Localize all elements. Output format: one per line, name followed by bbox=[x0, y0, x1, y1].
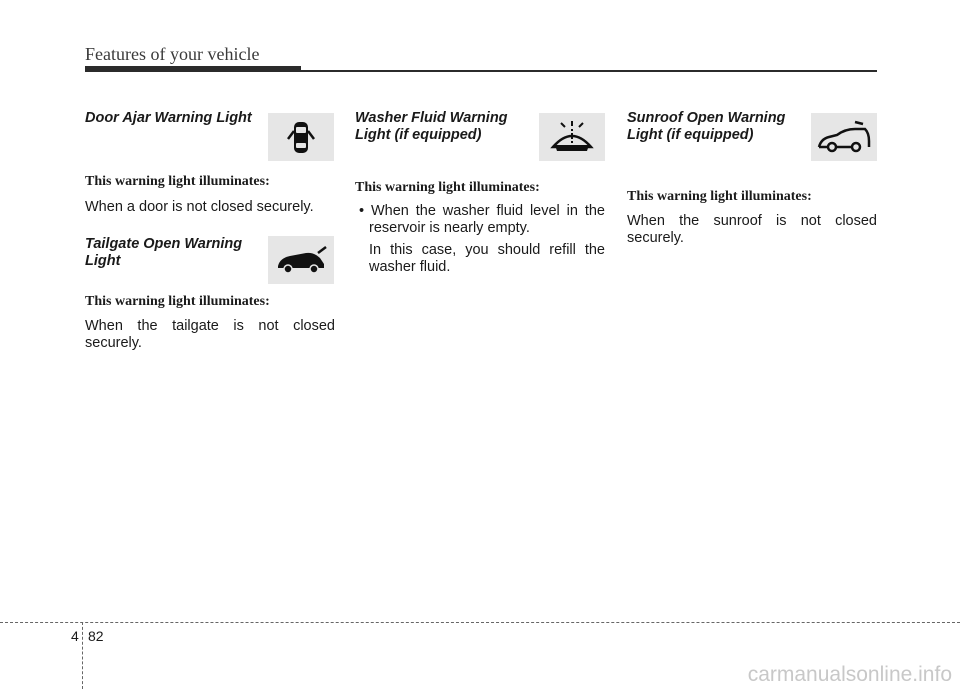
washer-fluid-text: In this case, you should refill the washer fluid. bbox=[369, 242, 605, 275]
footer-divider bbox=[82, 622, 83, 689]
tailgate-text: When the tailgate is not closed securely. bbox=[85, 318, 335, 351]
page-number: 82 bbox=[88, 628, 104, 644]
tailgate-open-icon bbox=[268, 236, 334, 284]
door-ajar-icon bbox=[268, 113, 334, 161]
header-rule bbox=[301, 70, 877, 72]
door-ajar-heading: Door Ajar Warning Light bbox=[85, 110, 252, 126]
chapter-number: 4 bbox=[71, 628, 79, 644]
watermark: carmanualsonline.info bbox=[747, 663, 952, 686]
tailgate-heading-line2: Light bbox=[85, 253, 121, 269]
washer-fluid-bullet: • When the washer fluid level in the reservoir is nearly empty. bbox=[359, 203, 605, 236]
washer-fluid-bullet-text: When the washer fluid level in the reservoir is nearly empty. bbox=[369, 203, 605, 236]
washer-fluid-subheading: This warning light illuminates: bbox=[355, 180, 540, 195]
sunroof-subheading: This warning light illuminates: bbox=[627, 189, 812, 204]
sunroof-open-icon bbox=[811, 113, 877, 161]
washer-fluid-section bbox=[355, 110, 545, 144]
tailgate-subheading: This warning light illuminates: bbox=[85, 294, 270, 309]
tailgate-section bbox=[85, 236, 275, 270]
sunroof-body bbox=[627, 189, 877, 247]
door-ajar-body bbox=[85, 174, 335, 216]
tailgate-body bbox=[85, 294, 335, 352]
door-ajar-text: When a door is not closed securely. bbox=[85, 199, 314, 215]
header-rule-thick bbox=[85, 66, 301, 72]
door-ajar-subheading: This warning light illuminates: bbox=[85, 174, 270, 189]
washer-fluid-icon bbox=[539, 113, 605, 161]
sunroof-heading-line1: Sunroof Open Warning bbox=[627, 110, 786, 126]
washer-fluid-body bbox=[355, 180, 605, 276]
page-header-title: Features of your vehicle bbox=[85, 44, 260, 64]
sunroof-heading-line2: Light (if equipped) bbox=[627, 127, 754, 143]
tailgate-heading-line1: Tailgate Open Warning bbox=[85, 236, 243, 252]
washer-fluid-heading-line1: Washer Fluid Warning bbox=[355, 110, 508, 126]
sunroof-section bbox=[627, 110, 817, 144]
footer-rule bbox=[0, 622, 960, 623]
sunroof-text: When the sunroof is not closed securely. bbox=[627, 213, 877, 246]
washer-fluid-heading-line2: Light (if equipped) bbox=[355, 127, 482, 143]
